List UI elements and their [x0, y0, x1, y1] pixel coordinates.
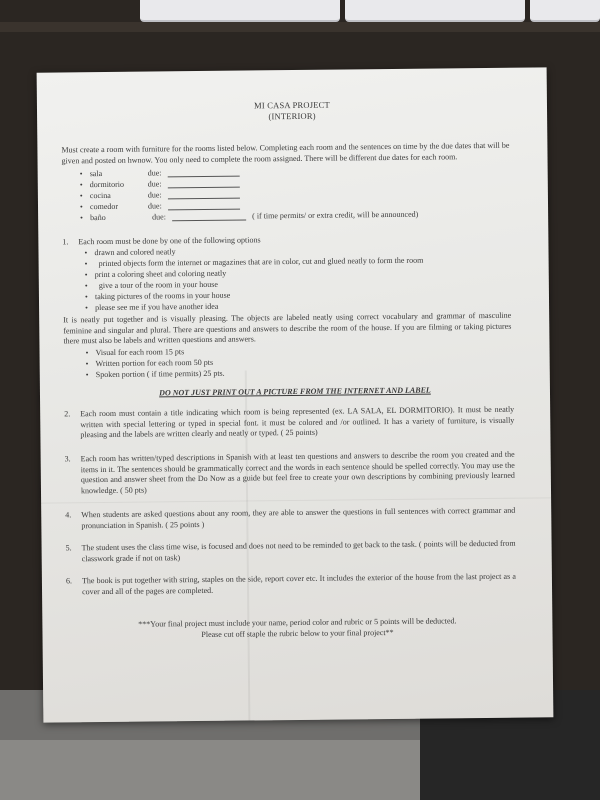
table-surface	[0, 22, 600, 32]
due-label: due:	[147, 179, 162, 189]
due-date-blank	[168, 187, 240, 189]
bullet: •	[84, 292, 88, 302]
due-date-blank	[168, 198, 240, 200]
bullet: •	[85, 370, 89, 380]
final-note-line1: ***Your final project must include your name, period color and rubric or 5 points will be deducted.	[138, 616, 457, 629]
bullet: •	[79, 180, 83, 190]
white-object	[530, 0, 600, 22]
fabric	[0, 740, 420, 800]
document-subtitle: (INTERIOR)	[268, 110, 316, 122]
room-name: cocina	[89, 190, 111, 201]
document-title: MI CASA PROJECT	[254, 99, 330, 111]
intro-paragraph: Must create a room with furniture for the rooms listed below. Completing each room and the sentences on time by the due dates that will be given and posted on hwnow. You only need to complete the room assigned. There will be different due dates for each room.	[61, 140, 510, 165]
bullet: •	[79, 169, 83, 179]
due-date-blank	[168, 176, 240, 178]
background-objects	[140, 0, 600, 22]
due-date-blank	[168, 209, 240, 211]
due-label: due:	[152, 212, 166, 222]
bullet: •	[80, 213, 83, 223]
option-text: print a coloring sheet and coloring neatly	[94, 268, 227, 280]
room-list	[80, 165, 521, 225]
bullet: •	[85, 348, 89, 358]
section-number: 6.	[65, 576, 72, 586]
bullet: •	[79, 191, 83, 201]
due-label: due:	[147, 201, 162, 211]
white-object	[345, 0, 525, 22]
room-name: comedor	[89, 201, 119, 212]
bullet: •	[85, 303, 88, 313]
due-label: due:	[147, 168, 162, 178]
option-text: printed objects form the internet or magazines that are in color, cut and glued neatly to form the room	[98, 255, 424, 269]
section-text: Each room has written/typed descriptions in Spanish with at least ten questions and answers to describe the room you created and the items in it. The sentences should be grammatically correct and the words in each sentence should be spelled correctly. You may use the question and answer sheet from the Do Now as a guide but feel free to create your own descriptions by combining previously learned knowledge. ( 50 pts)	[80, 449, 515, 495]
section-number: 1.	[62, 237, 69, 247]
bullet: •	[84, 270, 88, 280]
option-text: give a tour of the room in your house	[98, 279, 218, 291]
white-object	[140, 0, 340, 22]
points-text: Visual for each room 15 pts	[95, 347, 185, 358]
points-list	[85, 344, 505, 381]
final-note-line2: Please cut off staple the rubric below to your final project**	[201, 627, 394, 639]
section-text: When students are asked questions about any room, they are able to answer the questions in full sentences with correct grammar and pronunciation in Spanish. ( 25 points )	[81, 505, 516, 530]
section-text: Each room must contain a title indicating which room is being represented (ex. LA SALA, EL DORMITORIO). It must be neatly written with special lettering or typed in special font. it must be colored and /or outlined. It has a variety of furniture, is visually pleasing and the labels are written clearly and neatly or typed. ( 25 points)	[80, 404, 515, 440]
section-number: 5.	[65, 543, 72, 553]
bullet: •	[84, 248, 88, 258]
section-number: 4.	[65, 510, 72, 520]
bullet: •	[85, 359, 89, 369]
points-text: Written portion for each room 50 pts	[95, 357, 214, 369]
section-number: 3.	[64, 454, 71, 464]
room-note: ( if time permits/ or extra credit, will be announced)	[252, 209, 419, 221]
warning-heading: DO NOT JUST PRINT OUT A PICTURE FROM THE INTERNET AND LABEL	[159, 385, 431, 398]
due-date-blank	[172, 220, 246, 222]
section-number: 2.	[64, 409, 71, 419]
room-name: baño	[90, 212, 106, 223]
points-text: Spoken portion ( if time permits) 25 pts.	[95, 368, 225, 380]
option-text: drawn and colored neatly	[94, 247, 176, 258]
room-name: dormitorio	[89, 179, 125, 190]
paper-crease	[41, 497, 551, 503]
due-label: due:	[147, 190, 162, 200]
document-page	[37, 67, 554, 722]
option-text: please see me if you have another idea	[95, 301, 219, 313]
option-text: taking pictures of the rooms in your house	[94, 290, 231, 302]
bullet: •	[84, 259, 88, 269]
section1-paragraph: It is neatly put together and is visually pleasing. The objects are labeled neatly using correct vocabulary and grammar of masculine feminine and singular and plural. There are questions and answers to describe the room of the house. If you are filming or taking pictures there must also be labels and written questions and answers.	[63, 310, 512, 346]
section-heading: Each room must be done by one of the following options	[78, 235, 261, 247]
section-text: The student uses the class time wise, is focused and does not need to be reminded to get back to the task. ( points will be deducted from classwork grade if not on task)	[81, 538, 516, 563]
section-text: The book is put together with string, staples on the side, report cover etc. It includes the exterior of the house from the last project as a cover and all of the pages are completed.	[81, 571, 516, 596]
options-list	[84, 244, 505, 314]
bullet: •	[79, 202, 83, 212]
room-name: sala	[89, 169, 103, 179]
bullet: •	[84, 281, 88, 291]
